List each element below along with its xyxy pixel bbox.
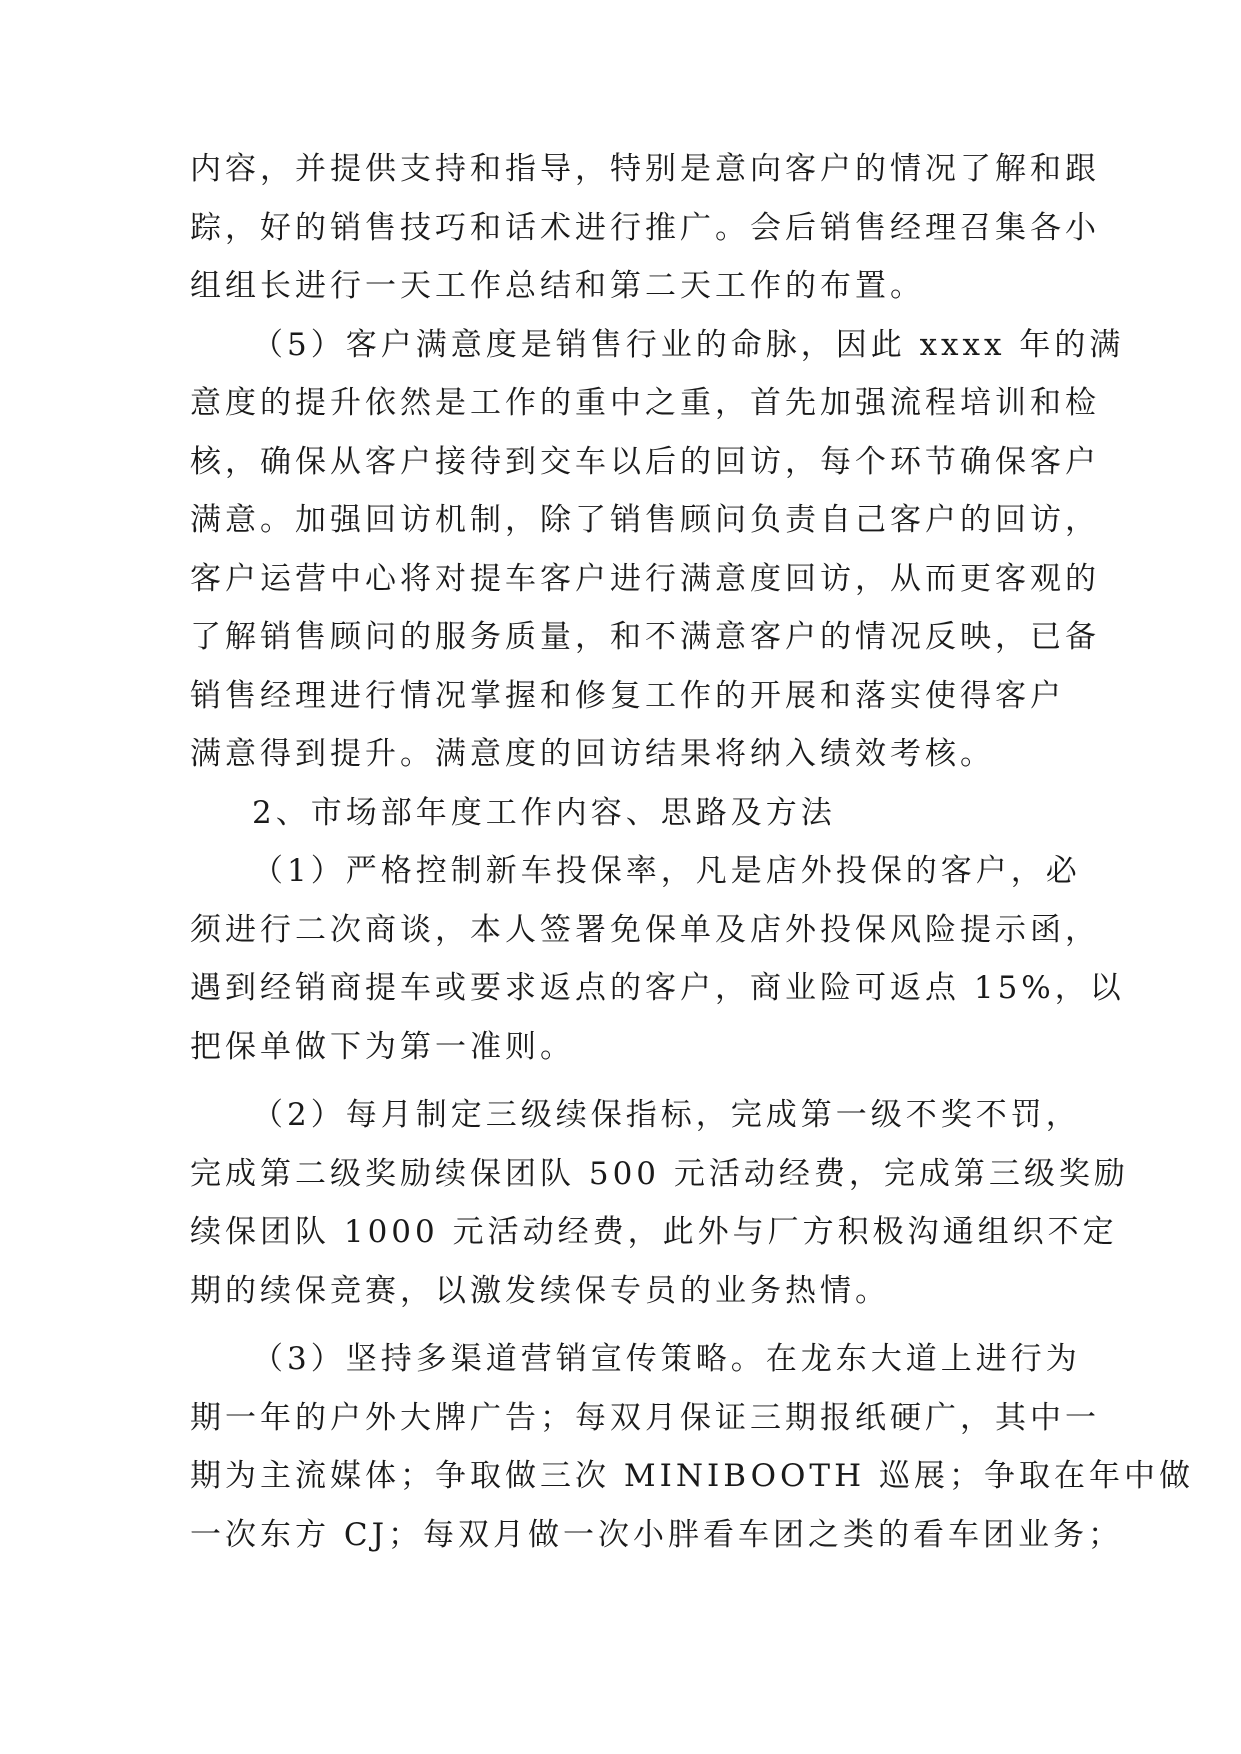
paragraph-gap	[190, 1076, 1050, 1086]
text-line-18: 完成第二级奖励续保团队 500 元活动经费，完成第三级奖励	[190, 1155, 1129, 1192]
document-body	[190, 140, 1194, 1564]
text-line-6: 核，确保从客户接待到交车以后的回访，每个环节确保客户	[190, 443, 1100, 480]
text-line-24: 一次东方 CJ；每双月做一次小胖看车团之类的看车团业务；	[190, 1516, 1123, 1553]
text-line-17: （2）每月制定三级续保指标，完成第一级不奖不罚，	[252, 1097, 1081, 1133]
text-line-14: 须进行二次商谈，本人签署免保单及店外投保风险提示函，	[190, 911, 1100, 948]
text-line-3: 组组长进行一天工作总结和第二天工作的布置。	[190, 268, 925, 304]
text-line-22: 期一年的户外大牌广告；每双月保证三期报纸硬广，其中一	[190, 1399, 1100, 1436]
text-line-23: 期为主流媒体；争取做三次 MINIBOOTH 巡展；争取在年中做	[190, 1458, 1194, 1494]
text-line-7: 满意。加强回访机制，除了销售顾问负责自己客户的回访，	[190, 502, 1100, 538]
text-line-8: 客户运营中心将对提车客户进行满意度回访，从而更客观的	[190, 560, 1100, 597]
text-line-1: 内容，并提供支持和指导，特别是意向客户的情况了解和跟	[190, 151, 1100, 187]
section-heading: 2、市场部年度工作内容、思路及方法	[252, 794, 836, 831]
paragraph-gap	[190, 1320, 1050, 1330]
text-line-19: 续保团队 1000 元活动经费，此外与厂方积极沟通组织不定	[190, 1214, 1118, 1250]
text-line-9: 了解销售顾问的服务质量，和不满意客户的情况反映，已备	[190, 619, 1100, 655]
text-line-4: （5）客户满意度是销售行业的命脉，因此 xxxx 年的满	[252, 326, 1125, 363]
text-line-15: 遇到经销商提车或要求返点的客户，商业险可返点 15%，以	[190, 970, 1125, 1006]
text-line-11: 满意得到提升。满意度的回访结果将纳入绩效考核。	[190, 736, 995, 772]
text-line-20: 期的续保竞赛，以激发续保专员的业务热情。	[190, 1272, 890, 1309]
text-line-13: （1）严格控制新车投保率，凡是店外投保的客户，必	[252, 853, 1081, 889]
text-line-16: 把保单做下为第一准则。	[190, 1028, 575, 1065]
text-line-2: 踪，好的销售技巧和话术进行推广。会后销售经理召集各小	[190, 209, 1100, 246]
text-line-21: （3）坚持多渠道营销宣传策略。在龙东大道上进行为	[252, 1341, 1081, 1377]
text-line-10: 销售经理进行情况掌握和修复工作的开展和落实使得客户	[190, 677, 1065, 714]
text-line-5: 意度的提升依然是工作的重中之重，首先加强流程培训和检	[190, 385, 1100, 421]
